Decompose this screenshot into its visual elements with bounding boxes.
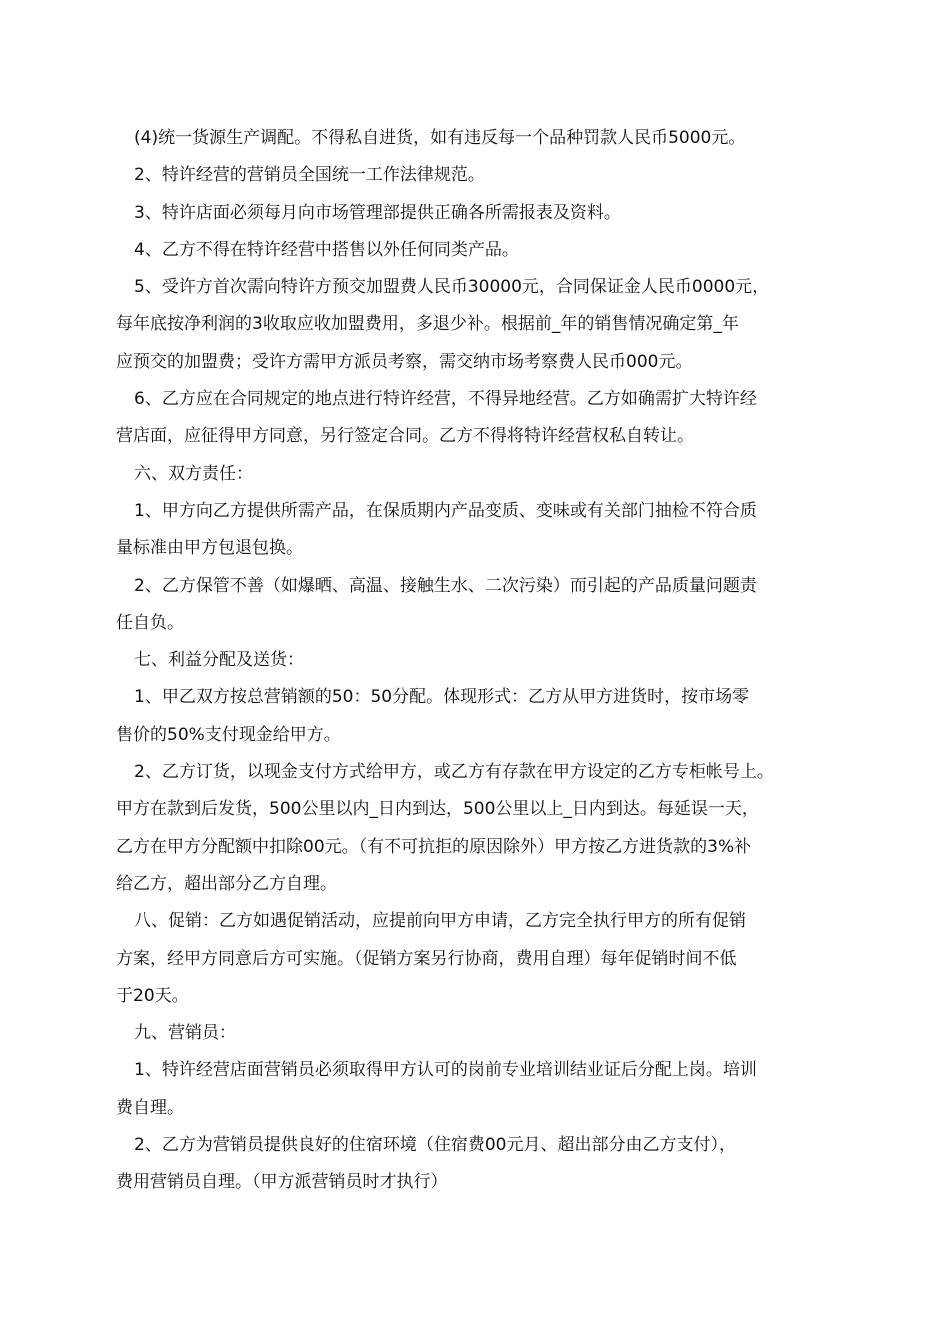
section-7-clause-1-line-1: 1、甲乙双方按总营销额的50：50分配。体现形式：乙方从甲方进货时，按市场零 xyxy=(134,687,750,708)
document-body xyxy=(116,120,851,1202)
section-7-clause-2-line-1: 2、乙方订货，以现金支付方式给甲方，或乙方有存款在甲方设定的乙方专柜帐号上。 xyxy=(134,762,774,783)
section-7-clause-2-line-3: 乙方在甲方分配额中扣除00元。（有不可抗拒的原因除外）甲方按乙方进货款的3%补 xyxy=(116,836,752,857)
clause-5-line-1: 5、受许方首次需向特许方预交加盟费人民币30000元，合同保证金人民币0000元， xyxy=(134,277,770,298)
section-9-clause-1-line-1: 1、特许经营店面营销员必须取得甲方认可的岗前专业培训结业证后分配上岗。培训 xyxy=(134,1060,757,1081)
section-7-heading: 七、利益分配及送货： xyxy=(134,650,304,671)
clause-2-line: 2、特许经营的营销员全国统一工作法律规范。 xyxy=(134,165,485,186)
clause-4-line: 4、乙方不得在特许经营中搭售以外任何同类产品。 xyxy=(134,239,519,260)
section-6-clause-2-line-2: 任自负。 xyxy=(116,612,184,633)
clause-6-line-2: 营店面，应征得甲方同意，另行签定合同。乙方不得将特许经营权私自转让。 xyxy=(116,426,694,447)
clause-6-line-1: 6、乙方应在合同规定的地点进行特许经营，不得异地经营。乙方如确需扩大特许经 xyxy=(134,389,757,410)
section-6-clause-2-line-1: 2、乙方保管不善（如爆晒、高温、接触生水、二次污染）而引起的产品质量问题责 xyxy=(134,575,757,596)
clause-3-line: 3、特许店面必须每月向市场管理部提供正确各所需报表及资料。 xyxy=(134,202,621,223)
section-6-clause-1-line-1: 1、甲方向乙方提供所需产品，在保质期内产品变质、变味或有关部门抽检不符合质 xyxy=(134,500,757,521)
section-7-clause-2-line-2: 甲方在款到后发货，500公里以内_日内到达，500公里以上_日内到达。每延误一天， xyxy=(116,799,759,820)
section-6-heading: 六、双方责任： xyxy=(134,463,253,484)
clause-5-line-3: 应预交的加盟费；受许方需甲方派员考察，需交纳市场考察费人民币000元。 xyxy=(116,351,693,372)
section-9-heading: 九、营销员： xyxy=(134,1023,236,1044)
section-9-clause-2-line-2: 费用营销员自理。（甲方派营销员时才执行） xyxy=(116,1172,448,1193)
section-7-clause-1-line-2: 售价的50%支付现金给甲方。 xyxy=(116,724,341,745)
section-7-clause-2-line-4: 给乙方，超出部分乙方自理。 xyxy=(116,873,337,894)
section-9-clause-1-line-2: 费自理。 xyxy=(116,1097,184,1118)
clause-4-4-line: (4)统一货源生产调配。不得私自进货，如有违反每一个品种罚款人民币5000元。 xyxy=(134,128,746,148)
section-6-clause-1-line-2: 量标准由甲方包退包换。 xyxy=(116,538,303,559)
section-8-line-1: 八、促销：乙方如遇促销活动，应提前向甲方申请，乙方完全执行甲方的所有促销 xyxy=(134,911,746,932)
clause-5-line-2: 每年底按净利润的3收取应收加盟费用，多退少补。根据前_年的销售情况确定第_年 xyxy=(116,314,739,335)
section-8-line-2: 方案，经甲方同意后方可实施。（促销方案另行协商，费用自理）每年促销时间不低 xyxy=(116,948,737,969)
section-9-clause-2-line-1: 2、乙方为营销员提供良好的住宿环境（住宿费00元月、超出部分由乙方支付）， xyxy=(134,1135,736,1156)
section-8-line-3: 于20天。 xyxy=(116,985,189,1006)
